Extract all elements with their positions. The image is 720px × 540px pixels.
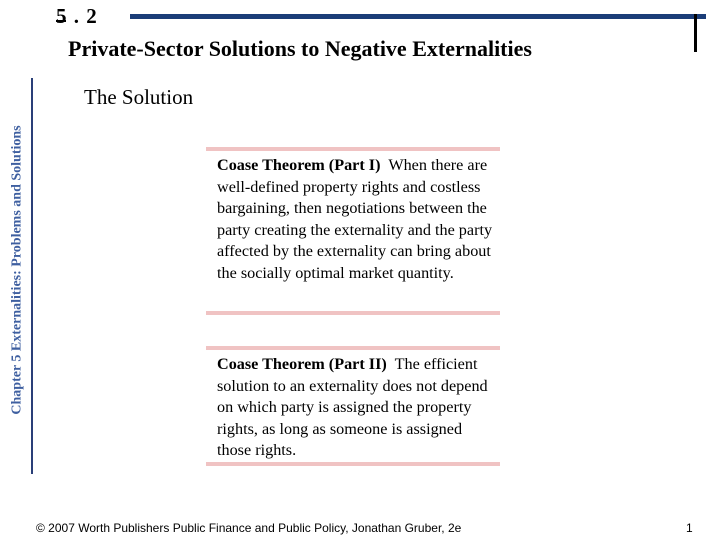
subheading: The Solution [84, 85, 194, 109]
coase-theorem-part-2-text: The efficient solution to an externality does not depend on which party is assigned the property rights, as long as someone is assigned those rights. [217, 355, 488, 460]
page-number: 1 [686, 521, 693, 535]
coase-theorem-part-2-term: Coase Theorem (Part II) [217, 355, 387, 373]
chapter-side-title [8, 80, 28, 460]
footer-credit: © 2007 Worth Publishers Public Finance and Public Policy, Jonathan Gruber, 2e [36, 521, 462, 535]
coase-theorem-part-2-box [206, 346, 500, 466]
coase-theorem-part-1-box [206, 147, 500, 315]
top-header-bar [130, 14, 706, 19]
slide-title: Private-Sector Solutions to Negative Externalities [68, 36, 532, 61]
top-header-bar-drop [694, 14, 697, 52]
coase-theorem-part-1-text: When there are well-defined property rights and costless bargaining, then negotiations between the party creating the externality and the party affected by the externality can bring about the socially optimal market quantity. [217, 156, 493, 282]
side-divider [31, 78, 33, 474]
section-number: 5 . 2 [56, 4, 98, 28]
coase-theorem-part-1-term: Coase Theorem (Part I) [217, 156, 381, 174]
chapter-side-title-text: Chapter 5 Externalities: Problems and Solutions [10, 125, 26, 415]
